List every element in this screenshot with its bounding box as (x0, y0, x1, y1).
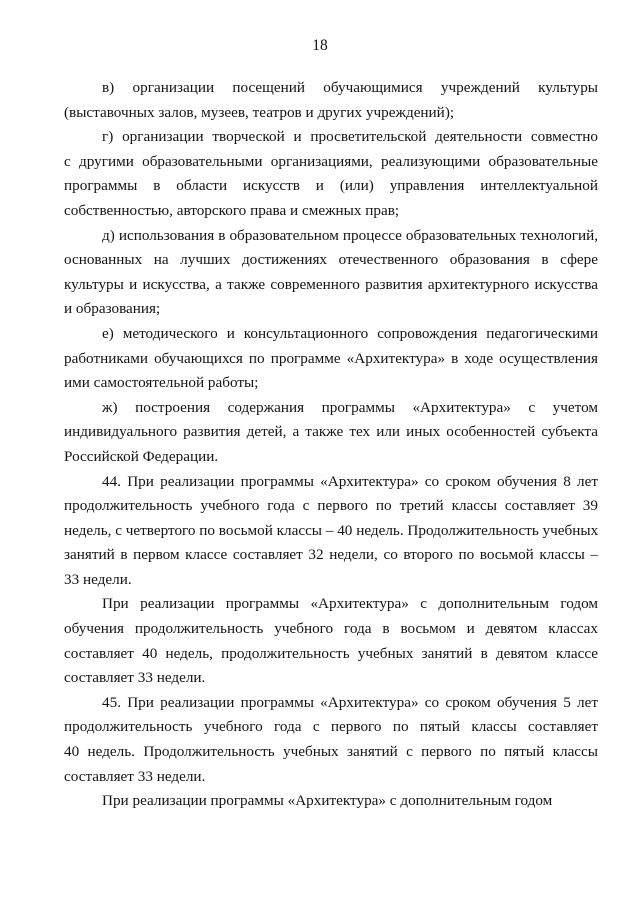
paragraph-p44b (64, 592, 598, 690)
text-line: собственностью, авторского права и смежных прав; (64, 201, 400, 219)
page-number: 18 (312, 37, 328, 54)
text-line: с другими образовательными организациями, реализующими образовательные (64, 152, 598, 170)
text-line: программы в области искусств и (или) управления интеллектуальной (64, 177, 598, 195)
paragraph-g (64, 125, 598, 223)
text-line: д) использования в образовательном процессе образовательных технологий, (102, 226, 598, 244)
text-line: составляет 33 недели. (64, 767, 206, 785)
text-line: 45. При реализации программы «Архитектура» со сроком обучения 5 лет (102, 693, 598, 711)
text-line: в) организации посещений обучающимися учреждений культуры (102, 79, 598, 96)
text-line: основанных на лучших достижениях отечественного образования в сфере (64, 251, 598, 269)
paragraph-e (64, 322, 598, 396)
text-line: ж) построения содержания программы «Архитектура» с учетом (102, 398, 598, 416)
text-line: Российской Федерации. (64, 447, 219, 465)
text-line: 33 недели. (64, 570, 132, 588)
text-line: ими самостоятельной работы; (64, 374, 259, 392)
text-line: При реализации программы «Архитектура» с дополнительным годом (102, 595, 598, 613)
paragraph-p44 (64, 470, 598, 593)
text-line: составляет 40 недель, продолжительность учебных занятий в девятом классе (64, 644, 598, 662)
text-line: При реализации программы «Архитектура» с дополнительным годом (102, 792, 553, 810)
paragraph-d (64, 224, 598, 322)
text-line: работниками обучающихся по программе «Архитектура» в ходе осуществления (64, 349, 598, 367)
text-line: (выставочных залов, музеев, театров и других учреждений); (64, 103, 455, 121)
body-text (64, 76, 598, 814)
text-line: индивидуального развития детей, а также тех или иных особенностей субъекта (64, 423, 598, 441)
text-line: культуры и искусства, а также современного развития архитектурного искусства (64, 275, 598, 293)
text-line: г) организации творческой и просветительской деятельности совместно (102, 128, 598, 146)
paragraph-zh (64, 396, 598, 470)
text-line: и образования; (64, 300, 161, 318)
text-line: е) методического и консультационного сопровождения педагогическими (102, 324, 598, 342)
paragraph-v (64, 76, 598, 125)
paragraph-p45b (64, 789, 598, 814)
text-line: составляет 33 недели. (64, 669, 206, 687)
paragraph-p45 (64, 691, 598, 789)
text-line: занятий в первом классе составляет 32 недели, со второго по восьмой классы – (64, 546, 598, 564)
text-line: продолжительность учебного года с первого по третий классы составляет 39 (64, 497, 598, 515)
text-line: недель, с четвертого по восьмой классы – 40 недель. Продолжительность учебных (64, 521, 599, 539)
text-line: 40 недель. Продолжительность учебных занятий с первого по пятый классы (64, 743, 598, 761)
text-line: продолжительность учебного года с первого по пятый классы составляет (64, 718, 598, 736)
text-line: 44. При реализации программы «Архитектура» со сроком обучения 8 лет (102, 472, 598, 490)
text-line: обучения продолжительность учебного года в восьмом и девятом классах (64, 620, 598, 638)
